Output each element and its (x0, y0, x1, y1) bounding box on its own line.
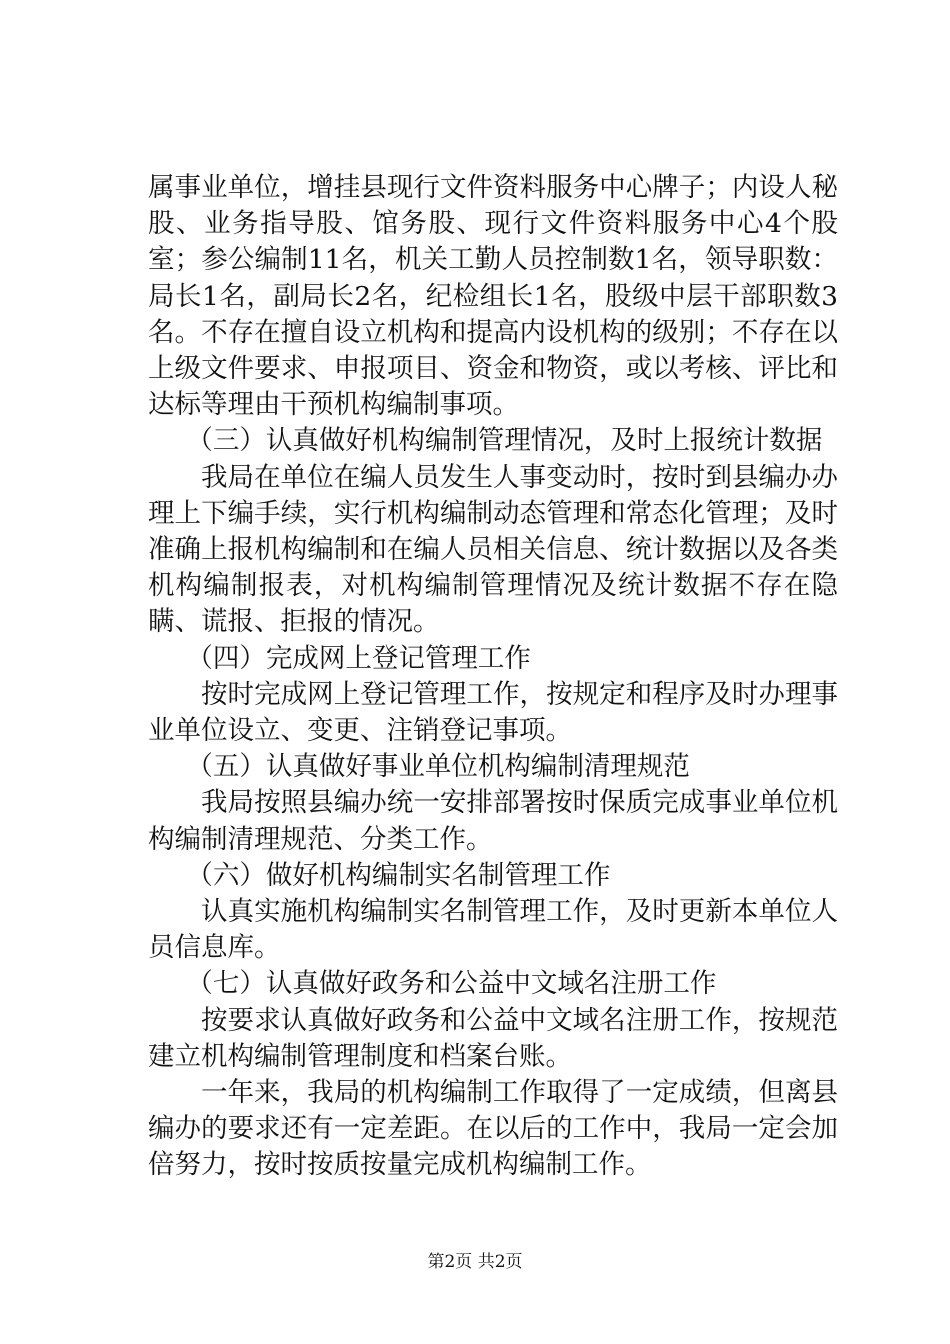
section-heading-6: （六）做好机构编制实名制管理工作 (186, 859, 611, 891)
paragraph-section-6: 认真实施机构编制实名制管理工作，及时更新本单位人员信息库。 (148, 896, 838, 964)
section-heading-4: （四）完成网上登记管理工作 (186, 642, 531, 674)
page-number-label: 第2页 共2页 (427, 1252, 523, 1272)
page-footer (0, 1252, 950, 1272)
section-heading-3: （三）认真做好机构编制管理情况，及时上报统计数据 (186, 425, 823, 457)
paragraph-section-3: 我局在单位在编人员发生人事变动时，按时到县编办办理上下编手续，实行机构编制动态管理和常态化管理；及时准确上报机构编制和在编人员相关信息、统计数据以及各类机构编制报表，对机构编制管理情况及统计数据不存在隐瞒、谎报、拒报的情况。 (148, 461, 838, 638)
section-heading-5: （五）认真做好事业单位机构编制清理规范 (186, 751, 690, 783)
paragraph-continuation: 属事业单位，增挂县现行文件资料服务中心牌子；内设人秘股、业务指导股、馆务股、现行文件资料服务中心4个股室；参公编制11名，机关工勤人员控制数1名，领导职数：局长1名，副局长2名，纪检组长1名，股级中层干部职数3名。不存在擅自设立机构和提高内设机构的级别；不存在以上级文件要求、申报项目、资金和物资，或以考核、评比和达标等理由干预机构编制事项。 (148, 172, 838, 421)
section-heading-7: （七）认真做好政务和公益中文域名注册工作 (186, 968, 717, 1000)
paragraph-section-7: 按要求认真做好政务和公益中文域名注册工作，按规范建立机构编制管理制度和档案台账。 (148, 1004, 838, 1072)
document-body (148, 170, 838, 1184)
paragraph-section-5: 我局按照县编办统一安排部署按时保质完成事业单位机构编制清理规范、分类工作。 (148, 787, 838, 855)
paragraph-conclusion: 一年来，我局的机构编制工作取得了一定成绩，但离县编办的要求还有一定差距。在以后的工作中，我局一定会加倍努力，按时按质按量完成机构编制工作。 (148, 1077, 838, 1181)
paragraph-section-4: 按时完成网上登记管理工作，按规定和程序及时办理事业单位设立、变更、注销登记事项。 (148, 678, 838, 747)
